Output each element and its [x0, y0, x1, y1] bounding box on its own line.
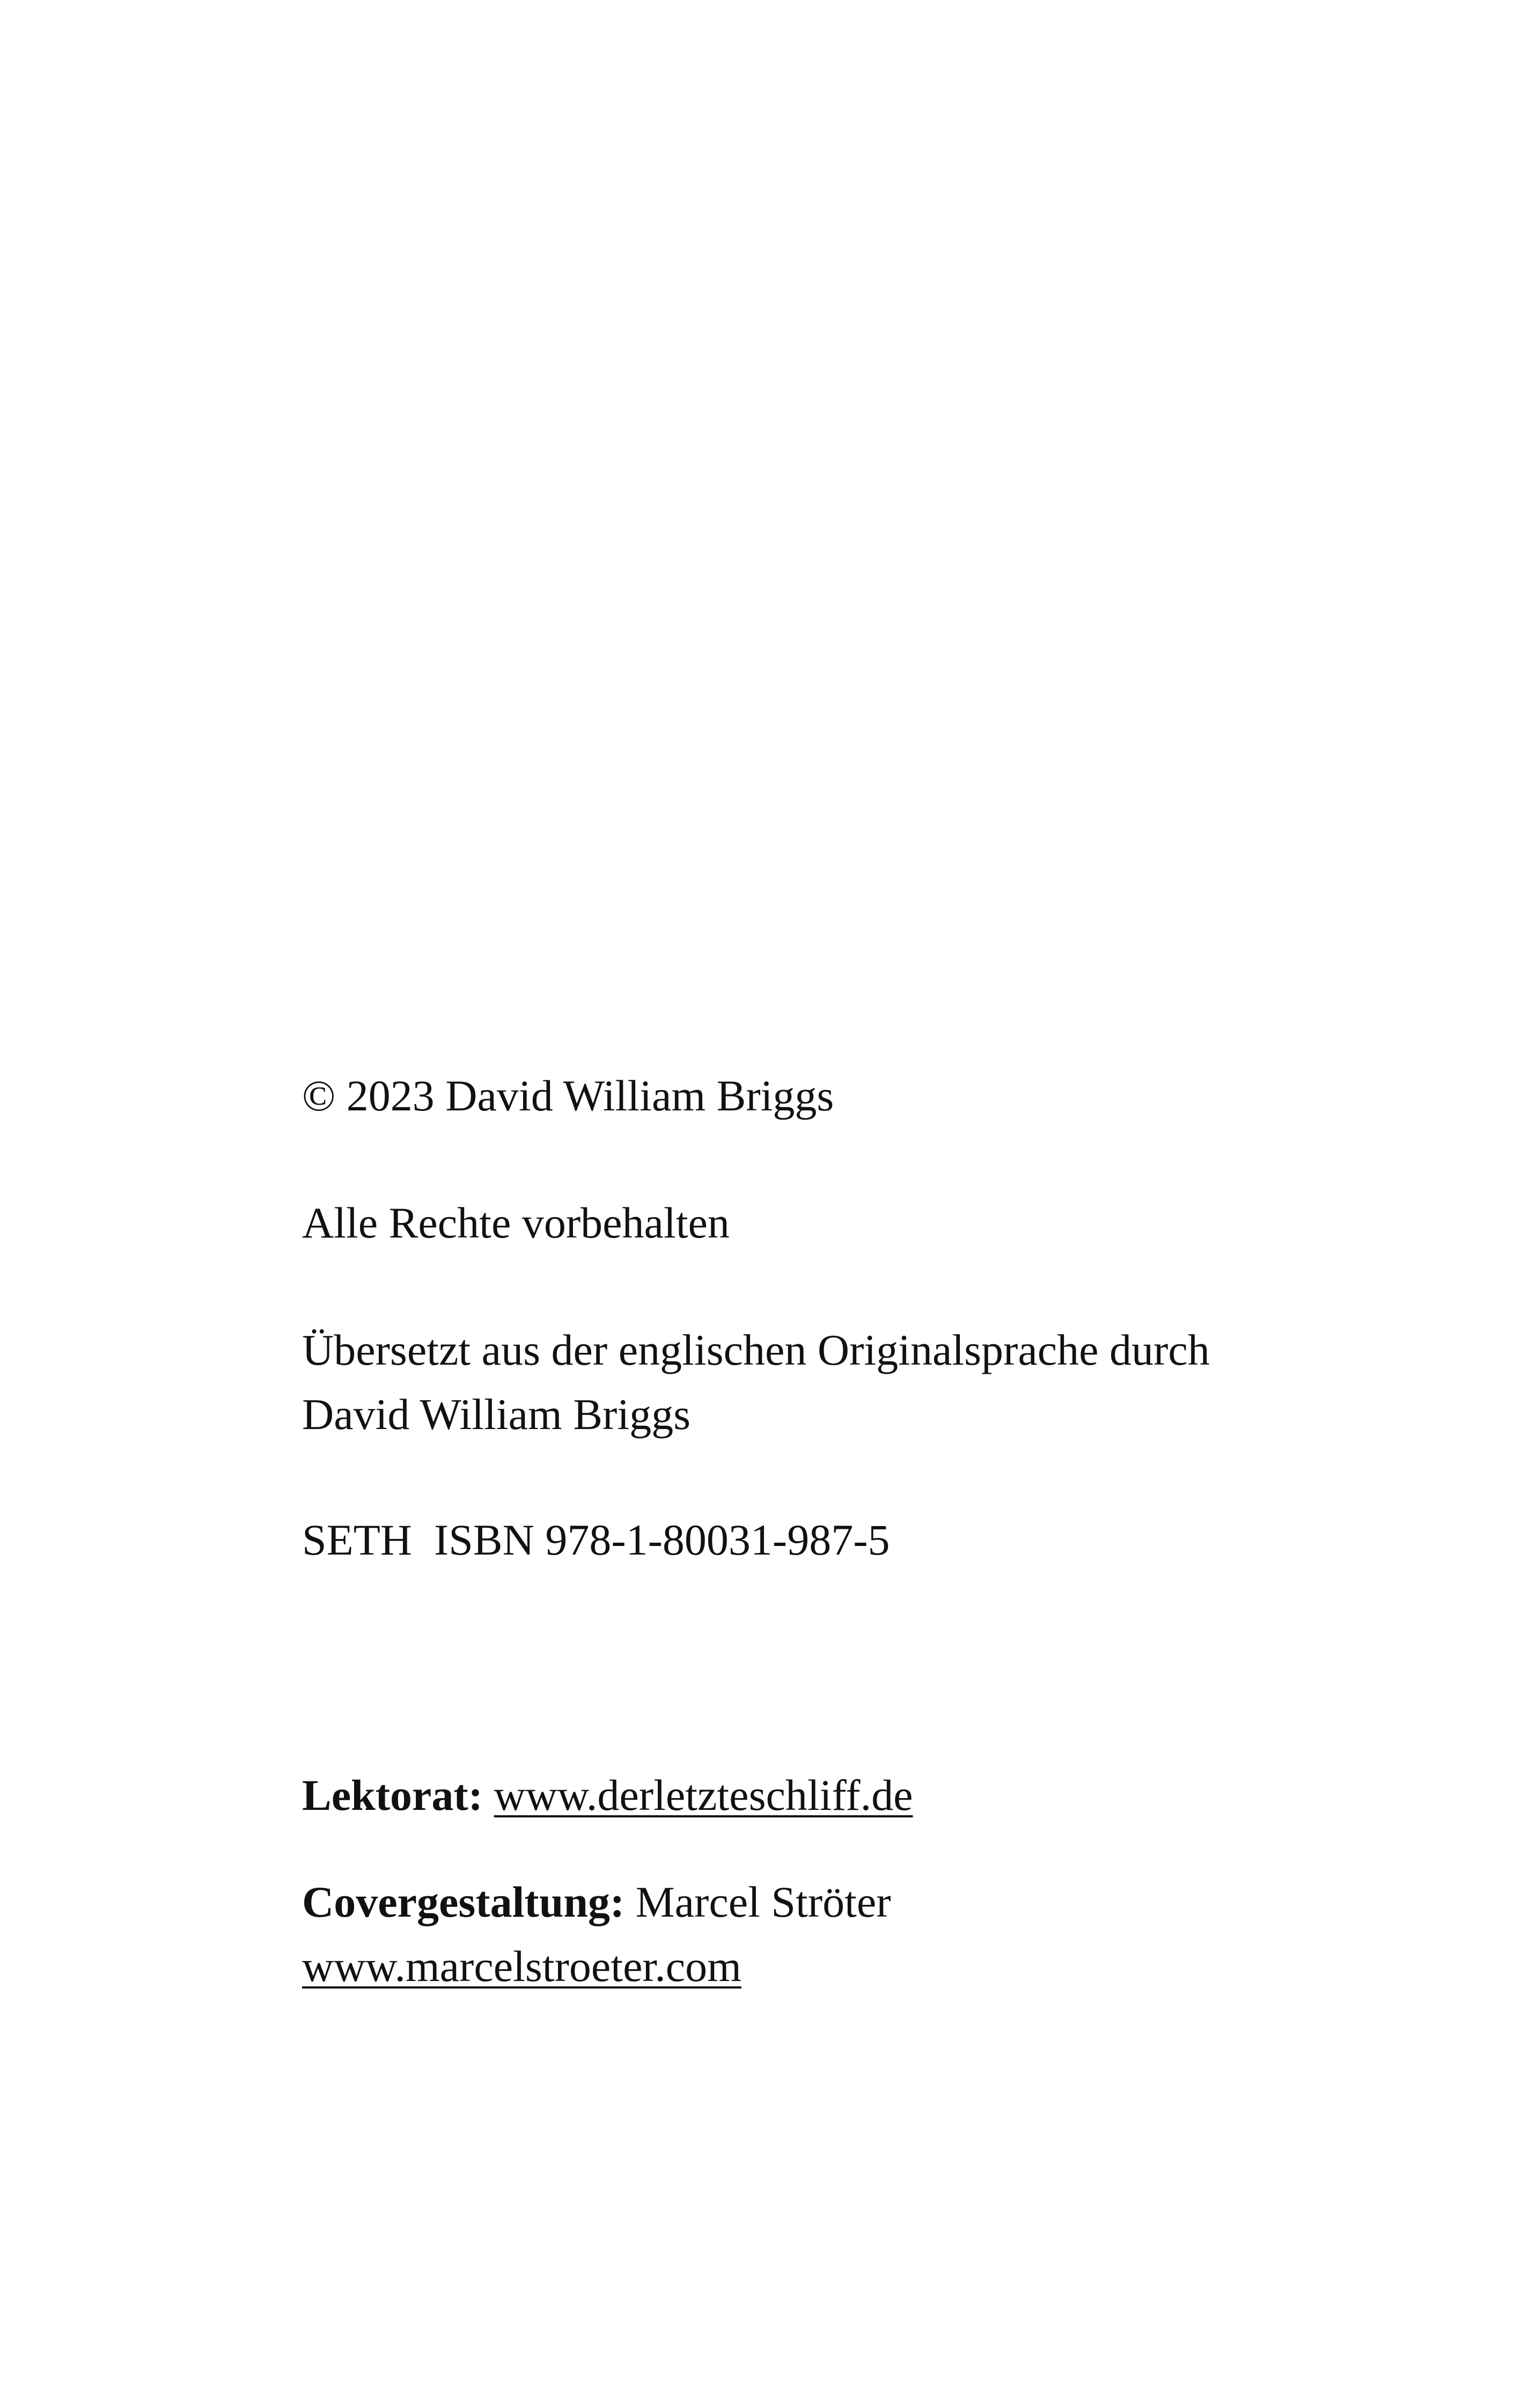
editing-credit	[302, 1763, 1429, 1828]
editing-link[interactable]: www.derletzteschliff.de	[494, 1771, 913, 1820]
translation-line-1: Übersetzt aus der englischen Originalsprache durch	[302, 1325, 1210, 1374]
editing-label: Lektorat:	[302, 1771, 483, 1820]
cover-link[interactable]: www.marcelstroeter.com	[302, 1942, 741, 1991]
cover-label: Covergestaltung:	[302, 1877, 625, 1926]
copyright-notice	[302, 1064, 1429, 1128]
cover-designer: Marcel Ströter	[635, 1877, 891, 1926]
translation-line-2: David William Briggs	[302, 1390, 691, 1439]
translation-notice	[302, 1318, 1429, 1447]
isbn-text: SETH ISBN 978-1-80031-987-5	[302, 1515, 890, 1564]
copyright-text: © 2023 David William Briggs	[302, 1071, 834, 1120]
rights-text: Alle Rechte vorbehalten	[302, 1198, 730, 1247]
cover-credit	[302, 1870, 1429, 1999]
rights-notice	[302, 1191, 1429, 1255]
isbn-notice	[302, 1508, 1429, 1572]
